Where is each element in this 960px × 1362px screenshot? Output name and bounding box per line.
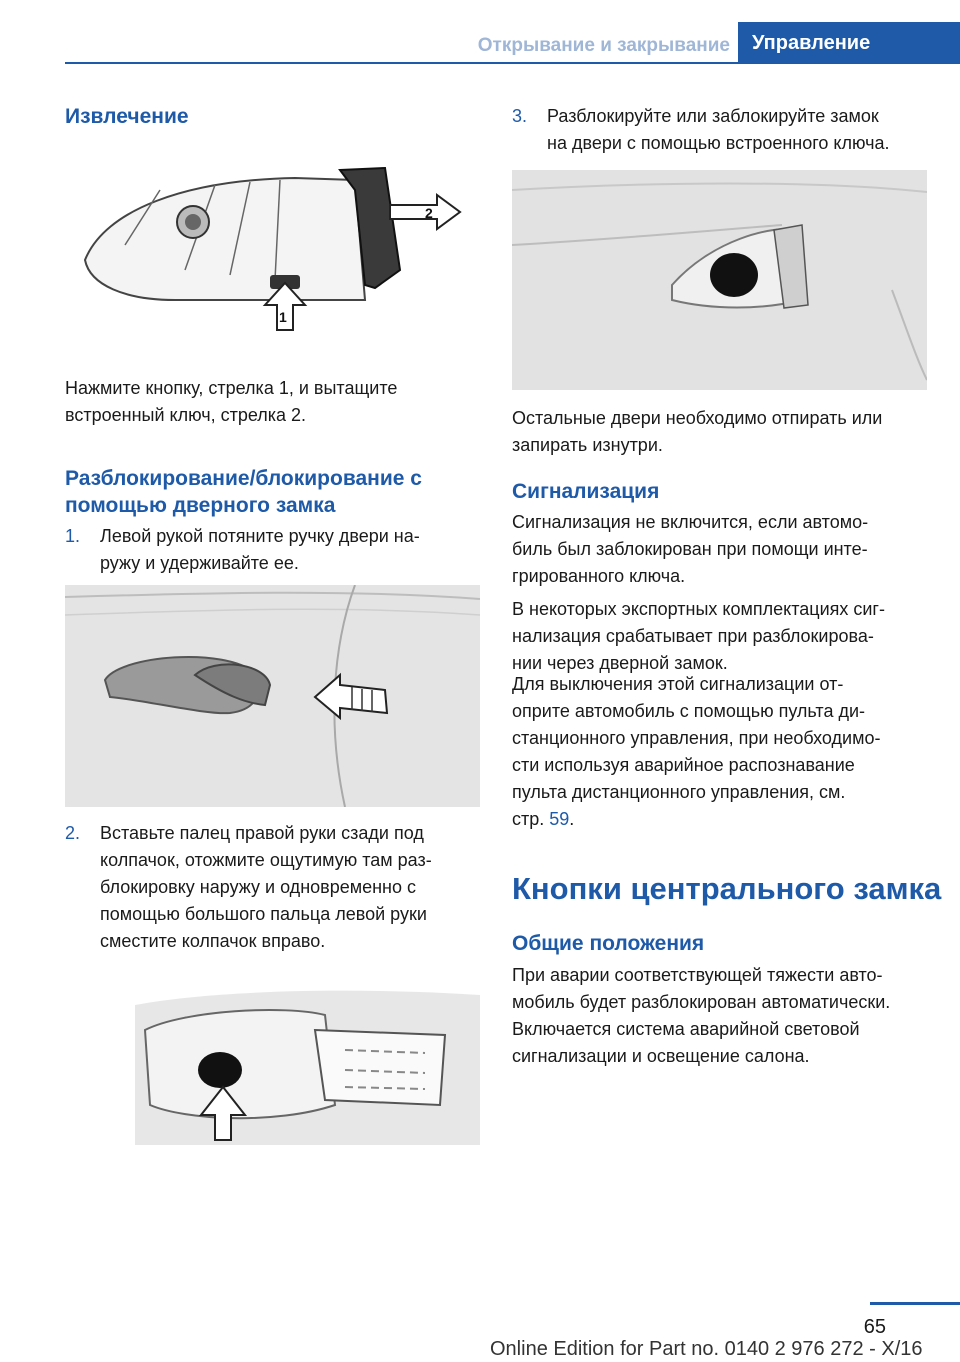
general-text-line: сигнализации и освещение салона.: [512, 1046, 810, 1066]
step-2-line: блокировку наружу и одновременно с: [100, 877, 417, 897]
step-2-line: Вставьте палец правой руки сзади под: [100, 823, 424, 843]
step-1: [65, 523, 480, 577]
step-1-line: ружу и удерживайте ее.: [100, 553, 299, 573]
alarm-text-line: В некоторых экспортных комплектациях сиг-: [512, 599, 885, 619]
figure-key-fob: [65, 150, 480, 355]
alarm-text-line: [512, 806, 952, 833]
step-1-line: Левой рукой потяните ручку двери на-: [100, 526, 420, 546]
step-3-line: Разблокируйте или заблокируйте замок: [547, 106, 879, 126]
page-ref-suffix: .: [569, 809, 575, 829]
step-2-number: 2.: [65, 823, 81, 843]
heading-unlock-line: помощью дверного замка: [65, 494, 336, 517]
extract-text-line: встроенный ключ, стрелка 2.: [65, 405, 307, 425]
step-3-number: 3.: [512, 106, 528, 126]
step-2: [65, 820, 480, 955]
heading-unlock-line: Разблокирование/блокирование с: [65, 467, 422, 490]
alarm-text-line: Сигнализация не включится, если автомо-: [512, 512, 869, 532]
header-section-title: Открывание и закрывание: [477, 35, 730, 56]
footer-rule: [870, 1302, 960, 1305]
key-fob-illustration: [65, 150, 480, 355]
alarm-text-line: биль был заблокирован при помощи инте-: [512, 539, 868, 559]
alarm-text-line: станционного управления, при необходимо-: [512, 728, 881, 748]
page-number: 65: [863, 1316, 886, 1338]
heading-alarm: Сигнализация: [512, 480, 660, 503]
alarm-text-line: Для выключения этой сигнализации от-: [512, 674, 844, 694]
heading-central-locking: Кнопки центрального замка: [512, 871, 942, 906]
figure-lock-cylinder: [512, 170, 927, 390]
figure-lock-cap: [65, 975, 480, 1145]
footer-edition: Online Edition for Part no. 0140 2 976 272 - X/16: [490, 1338, 923, 1360]
header-rule: [65, 62, 960, 64]
page-ref-prefix: стр.: [512, 809, 550, 829]
general-text-line: мобиль будет разблокирован автоматически.: [512, 992, 891, 1012]
heading-extraction: Извлечение: [65, 105, 189, 128]
doors-text-line: запирать изнутри.: [512, 435, 663, 455]
lock-cap-illustration: [65, 975, 480, 1145]
step-2-line: помощью большого пальца левой руки: [100, 904, 427, 924]
alarm-text-line: пульта дистанционного управления, см.: [512, 782, 846, 802]
step-2-line: сместите колпачок вправо.: [100, 931, 326, 951]
alarm-text-line: нализация срабатывает при разблокирова-: [512, 626, 874, 646]
arrow-1-label: 1: [279, 309, 287, 325]
general-text-line: При аварии соответствующей тяжести авто-: [512, 965, 883, 985]
step-1-number: 1.: [65, 526, 81, 546]
step-3: [512, 103, 932, 157]
general-text-line: Включается система аварийной световой: [512, 1019, 860, 1039]
step-2-line: колпачок, отожмите ощутимую там раз-: [100, 850, 432, 870]
door-handle-illustration: [65, 585, 480, 807]
arrow-2-label: 2: [425, 205, 433, 221]
lock-cylinder-illustration: [512, 170, 927, 390]
alarm-text-line: сти используя аварийное распознавание: [512, 755, 855, 775]
alarm-text-line: грированного ключа.: [512, 566, 686, 586]
page-ref-link[interactable]: 59: [549, 809, 570, 829]
step-3-line: на двери с помощью встроенного ключа.: [547, 133, 890, 153]
doors-text-line: Остальные двери необходимо отпирать или: [512, 408, 883, 428]
heading-general: Общие положения: [512, 932, 705, 955]
alarm-text-line: нии через дверной замок.: [512, 653, 728, 673]
figure-door-handle: [65, 585, 480, 807]
alarm-text-line: оприте автомобиль с помощью пульта ди-: [512, 701, 866, 721]
header-chapter-tab: Управление: [738, 22, 960, 64]
extract-text-line: Нажмите кнопку, стрелка 1, и вытащите: [65, 378, 398, 398]
